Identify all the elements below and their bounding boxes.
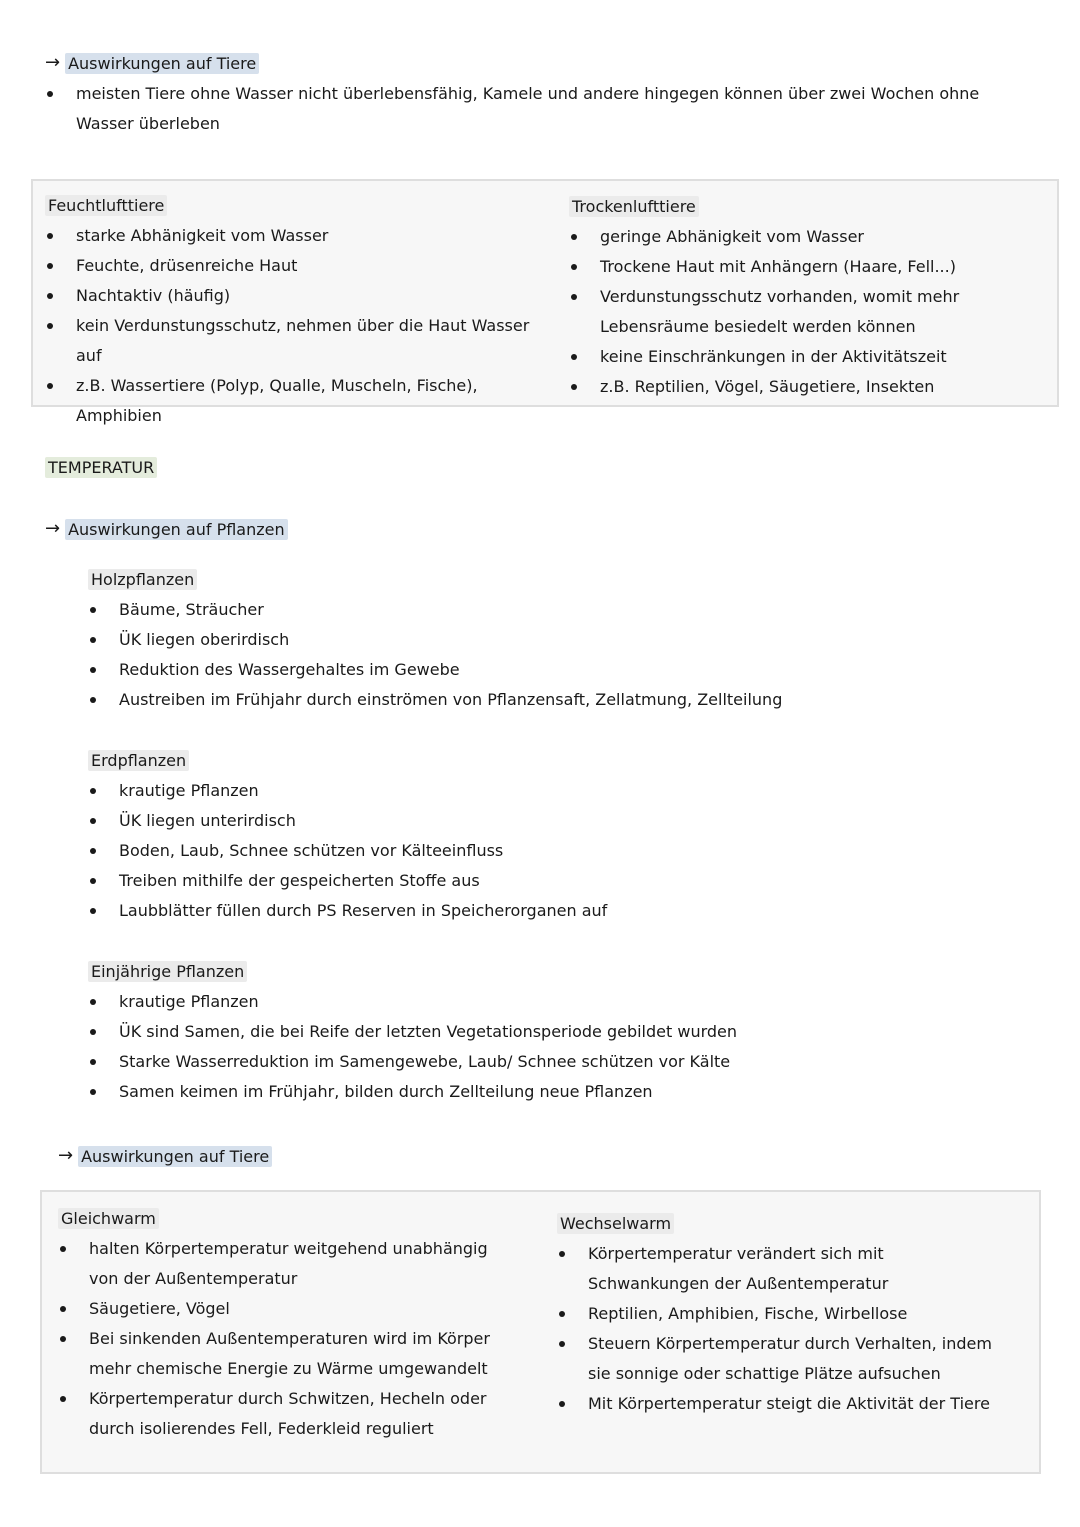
list-item: Verdunstungsschutz vorhanden, womit mehr Lebensräume besiedelt werden können bbox=[569, 282, 1049, 342]
list-item: keine Einschränkungen in der Aktivitätszeit bbox=[569, 342, 1049, 372]
list-item: halten Körpertemperatur weitgehend unabhängig von der Außentemperatur bbox=[58, 1234, 498, 1294]
list-item: Feuchte, drüsenreiche Haut bbox=[45, 251, 545, 281]
list-item: Säugetiere, Vögel bbox=[58, 1294, 498, 1324]
holzpflanzen-list bbox=[88, 595, 1048, 715]
arrow-right-icon: → bbox=[45, 518, 61, 539]
list-item: Reptilien, Amphibien, Fische, Wirbellose bbox=[557, 1299, 1007, 1329]
list-item: Reduktion des Wassergehaltes im Gewebe bbox=[88, 655, 1048, 685]
list-item: Körpertemperatur durch Schwitzen, Hecheln oder durch isolierendes Fell, Federkleid reguliert bbox=[58, 1384, 498, 1444]
trockenlufttiere-column bbox=[569, 192, 1049, 402]
heading-label: Auswirkungen auf Tiere bbox=[65, 53, 259, 74]
list-item: Treiben mithilfe der gespeicherten Stoffe aus bbox=[88, 866, 1048, 896]
group-erdpflanzen bbox=[88, 746, 1048, 926]
column-title: Gleichwarm bbox=[58, 1208, 159, 1229]
section-title-label: TEMPERATUR bbox=[45, 457, 157, 478]
list-item: starke Abhänigkeit vom Wasser bbox=[45, 221, 545, 251]
list-item: ÜK liegen unterirdisch bbox=[88, 806, 1048, 836]
list-item: Mit Körpertemperatur steigt die Aktivität der Tiere bbox=[557, 1389, 1007, 1419]
list-item: Steuern Körpertemperatur durch Verhalten, indem sie sonnige oder schattige Plätze aufsuchen bbox=[557, 1329, 1007, 1389]
section-heading-tiere-wasser bbox=[45, 50, 259, 76]
list-item: Austreiben im Frühjahr durch einströmen von Pflanzensaft, Zellatmung, Zellteilung bbox=[88, 685, 1048, 715]
list-item: Körpertemperatur verändert sich mit Schwankungen der Außentemperatur bbox=[557, 1239, 1007, 1299]
list-item: Trockene Haut mit Anhängern (Haare, Fell...) bbox=[569, 252, 1049, 282]
feuchtlufttiere-column bbox=[45, 191, 545, 431]
list-item: Boden, Laub, Schnee schützen vor Kälteeinfluss bbox=[88, 836, 1048, 866]
column-title: Feuchtlufttiere bbox=[45, 195, 167, 216]
gleichwarm-list bbox=[58, 1234, 498, 1444]
list-item: Starke Wasserreduktion im Samengewebe, Laub/ Schnee schützen vor Kälte bbox=[88, 1047, 1048, 1077]
erdpflanzen-list bbox=[88, 776, 1048, 926]
list-item: krautige Pflanzen bbox=[88, 776, 1048, 806]
column-title: Wechselwarm bbox=[557, 1213, 674, 1234]
arrow-right-icon: → bbox=[58, 1145, 74, 1166]
list-item: Bei sinkenden Außentemperaturen wird im Körper mehr chemische Energie zu Wärme umgewandelt bbox=[58, 1324, 498, 1384]
list-item: ÜK sind Samen, die bei Reife der letzten Vegetationsperiode gebildet wurden bbox=[88, 1017, 1048, 1047]
group-holzpflanzen bbox=[88, 565, 1048, 715]
list-item: geringe Abhänigkeit vom Wasser bbox=[569, 222, 1049, 252]
trockenlufttiere-list bbox=[569, 222, 1049, 402]
section-heading-pflanzen bbox=[45, 516, 288, 542]
list-item: Laubblätter füllen durch PS Reserven in Speicherorganen auf bbox=[88, 896, 1048, 926]
section-title-temperatur bbox=[45, 458, 157, 477]
heading-label: Auswirkungen auf Pflanzen bbox=[65, 519, 288, 540]
list-item: Bäume, Sträucher bbox=[88, 595, 1048, 625]
gleichwarm-column bbox=[58, 1204, 498, 1444]
feuchtlufttiere-list bbox=[45, 221, 545, 431]
group-title: Holzpflanzen bbox=[88, 569, 197, 590]
temperature-comparison-box bbox=[40, 1190, 1041, 1474]
wechselwarm-list bbox=[557, 1239, 1007, 1419]
list-item: krautige Pflanzen bbox=[88, 987, 1048, 1017]
group-title: Einjährige Pflanzen bbox=[88, 961, 247, 982]
list-item: z.B. Wassertiere (Polyp, Qualle, Muscheln, Fische), Amphibien bbox=[45, 371, 545, 431]
humidity-comparison-box bbox=[31, 179, 1059, 425]
list-item: meisten Tiere ohne Wasser nicht überlebensfähig, Kamele und andere hingegen können über zwei Wochen ohne Wasser überleben bbox=[45, 79, 1035, 139]
group-title: Erdpflanzen bbox=[88, 750, 189, 771]
einjaehrige-pflanzen-list bbox=[88, 987, 1048, 1107]
column-title: Trockenlufttiere bbox=[569, 196, 699, 217]
heading-label: Auswirkungen auf Tiere bbox=[78, 1146, 272, 1167]
list-item: ÜK liegen oberirdisch bbox=[88, 625, 1048, 655]
list-item: Samen keimen im Frühjahr, bilden durch Zellteilung neue Pflanzen bbox=[88, 1077, 1048, 1107]
arrow-right-icon: → bbox=[45, 52, 61, 73]
list-item: Nachtaktiv (häufig) bbox=[45, 281, 545, 311]
section-heading-tiere-temperatur bbox=[58, 1143, 272, 1169]
group-einjaehrige-pflanzen bbox=[88, 957, 1048, 1107]
list-item: z.B. Reptilien, Vögel, Säugetiere, Insekten bbox=[569, 372, 1049, 402]
wechselwarm-column bbox=[557, 1209, 1007, 1419]
section1-bullets bbox=[45, 79, 1035, 139]
list-item: kein Verdunstungsschutz, nehmen über die Haut Wasser auf bbox=[45, 311, 545, 371]
